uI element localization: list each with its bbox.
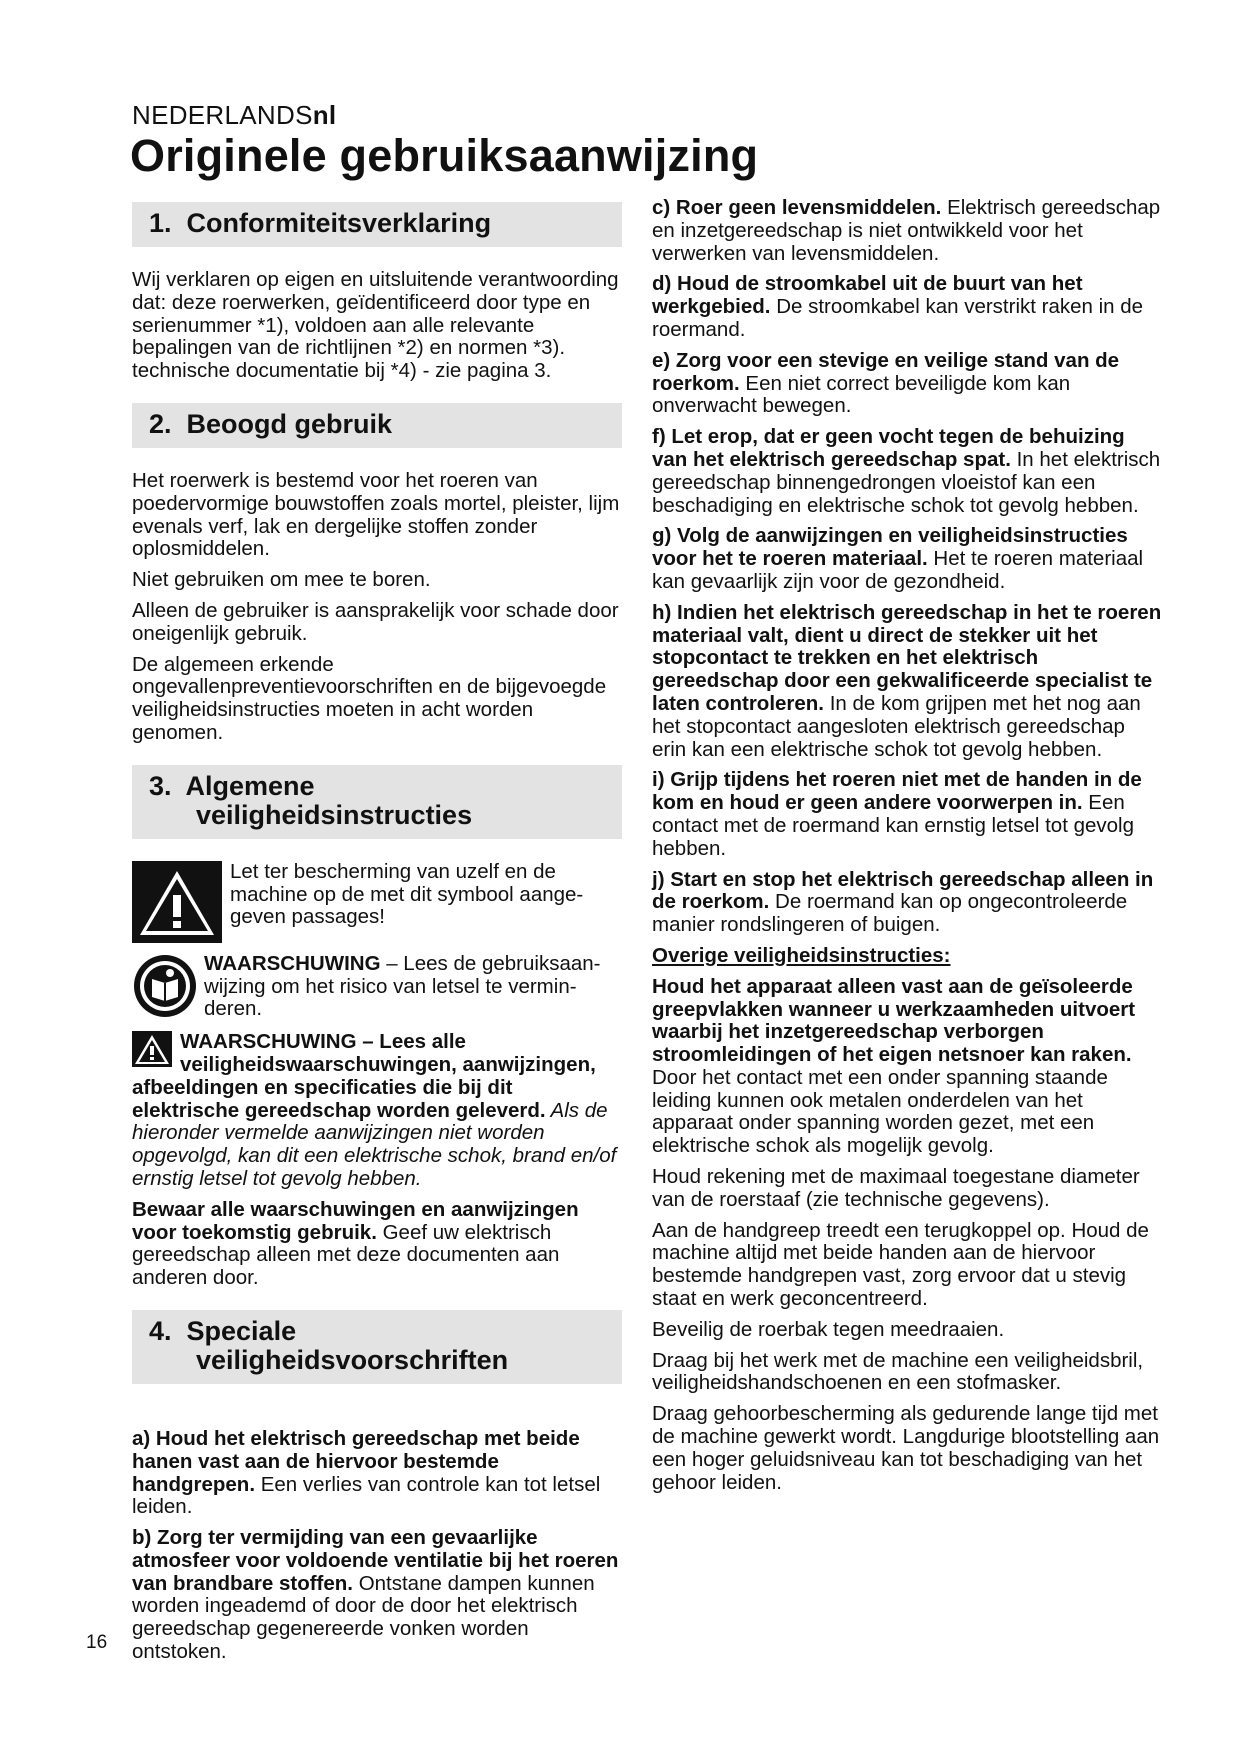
other-instructions-heading: Overige veiligheidsinstructies: (652, 943, 951, 967)
section-number: 4. (149, 1315, 172, 1346)
warning-symbol-text: Let ter bescherming van uzelf en de machine op de met dit symbool aange-geven passages! (230, 859, 584, 929)
section-title: Conformiteitsverklaring (186, 208, 492, 238)
section-1-heading (132, 202, 622, 247)
bold-text: j) Start en stop het elektrisch gereedschap alleen in de roerkom. (652, 867, 1154, 914)
section-title: Beoogd gebruik (186, 408, 393, 439)
warning-label: WAARSCHUWING (204, 951, 381, 975)
other-instruction-3: Aan de handgreep treedt een terugkoppel op. Houd de machine altijd met beide handen aan de hiervoor bestemde handgrepen vast, zorg ervoor dat u stevig staat en werk geconcentreerd. (652, 1218, 1149, 1311)
read-manual-icon (132, 953, 198, 1019)
section-2-heading (132, 403, 622, 448)
page-number: 16 (86, 1632, 108, 1653)
text: Door het contact met een onder spanning staande leiding kunnen ook metalen onderdelen van het apparaat onder spanning worden gezet, met een elektrische schok als mogelijk gevolg. (652, 1065, 1108, 1158)
text: Een contact met de roermand kan ernstig letsel tot gevolg hebben. (652, 791, 1135, 860)
section-4-heading (132, 1310, 622, 1384)
other-instruction-6: Draag gehoorbescherming als gedurende lange tijd met de machine gewerkt wordt. Langdurige blootstelling aan een hoger geluidsniveau kan tot beschadiging van het gehoor leiden. (652, 1402, 1160, 1494)
other-instruction-1 (652, 976, 1162, 1158)
section-3-heading (132, 765, 622, 839)
text: De stroomkabel kan verstrikt raken in de roermand. (652, 295, 1144, 341)
text: In het elektrisch gereedschap binnengedrongen vloeistof kan een beschadiging en elektrische schok tot gevolg hebben. (652, 447, 1161, 517)
warning-italic: Als de hieronder vermelde aanwijzingen niet worden opgevolgd, kan dit een elektrische schok, brand en/of ernstig letsel tot gevolg hebben. (132, 1098, 617, 1190)
text: Het te roeren materiaal kan gevaarlijk zijn voor de gezondheid. (652, 547, 1144, 593)
paragraph: Het roerwerk is bestemd voor het roeren van poedervormige bouwstoffen zoals mortel, pleister, lijm evenals verf, lak en dergelijke stoffen zonder oplosmiddelen. (132, 468, 620, 561)
instruction-i (652, 769, 1162, 860)
instruction-c (652, 197, 1162, 265)
warning-symbol-row (132, 861, 622, 943)
text: Ontstane dampen kunnen worden ingeademd of door de door het elektrisch gereedschap gegenereerde vonken worden ontstoken. (132, 1571, 595, 1664)
bold-text: b) Zorg ter vermijding van een gevaarlijke atmosfeer voor voldoende ventilatie bij het roeren van brandbare stoffen. (132, 1526, 619, 1595)
warning-triangle-small-icon (132, 1031, 172, 1067)
section-title-line2: veiligheidsvoorschriften (196, 1344, 509, 1375)
instruction-h (652, 602, 1162, 762)
warning-triangle-icon (132, 861, 222, 943)
bold-text: f) Let erop, dat er geen vocht tegen de behuizing van het elektrisch gereedschap spat. (652, 425, 1125, 471)
text: De roermand kan op ongecontroleerde manier rondslingeren of buigen. (652, 890, 1128, 937)
bold-text: Houd het apparaat alleen vast aan de geïsoleerde greepvlakken wanneer u werkzaamheden uitvoert waarbij het inzetgereedschap verborgen stroomleidingen of het eigen netsnoer kan raken. (652, 974, 1136, 1067)
bold-text: h) Indien het elektrisch gereedschap in het te roeren materiaal valt, dient u direct de stekker uit het stopcontact te trekken en het elektrisch gereedschap door een gekwalificeerde specialist te laten controleren. (652, 600, 1162, 715)
language-name: NEDERLANDS (132, 100, 313, 130)
text: Een verlies van controle kan tot letsel leiden. (132, 1472, 601, 1519)
section-number: 1. (149, 208, 172, 238)
bold-text: i) Grijp tijdens het roeren niet met de handen in de kom en houd er geen andere voorwerpen in. (652, 768, 1142, 815)
read-manual-row (132, 953, 622, 1021)
bold-text: e) Zorg voor een stevige en veilige stand van de roerkom. (652, 348, 1120, 395)
text: In de kom grijpen met het nog aan het stopcontact aangesloten elektrisch gereedschap erin kan een elektrische schok tot gevolg hebben. (652, 691, 1141, 761)
warning-text: – Lees de gebruiksaan-wijzing om het risico van letsel te vermin-deren. (204, 951, 601, 1021)
section-title: Algemene (185, 770, 315, 801)
left-column (132, 202, 622, 1672)
general-warning-paragraph (132, 1031, 622, 1191)
warning-bold: WAARSCHUWING – Lees alle veiligheidswaarschuwingen, aanwijzingen, afbeeldingen en specificaties die bij dit elektrische gereedschap worden geleverd. (132, 1030, 596, 1122)
paragraph: Alleen de gebruiker is aansprakelijk voor schade door oneigenlijk gebruik. (132, 598, 619, 645)
section-number: 3. (149, 770, 172, 801)
instruction-g (652, 525, 1162, 593)
bold-text: g) Volg de aanwijzingen en veiligheidsinstructies voor het te roeren materiaal. (652, 524, 1128, 571)
bold-text: c) Roer geen levensmiddelen. (652, 196, 942, 219)
other-instruction-2: Houd rekening met de maximaal toegestane diameter van de roerstaaf (zie technische gegevens). (652, 1165, 1140, 1211)
language-code: nl (312, 100, 337, 130)
section-title-line2: veiligheidsinstructies (196, 799, 473, 830)
instruction-d (652, 273, 1162, 341)
paragraph: Niet gebruiken om mee te boren. (132, 568, 431, 592)
paragraph: Wij verklaren op eigen en uitsluitende verantwoording dat: deze roerwerken, geïdentificeerd door type en serienummer *1), voldoen aan alle relevante bepalingen van de richtlijnen *2) en normen *3). technische documentatie bij *4) - zie pagina 3. (132, 268, 619, 383)
other-instruction-5: Draag bij het werk met de machine een veiligheidsbril, veiligheidshandschoenen en een stofmasker. (652, 1348, 1144, 1395)
language-label (132, 100, 336, 131)
text: Elektrisch gereedschap en inzetgereedschap is niet ontwikkeld voor het verwerken van levensmiddelen. (652, 196, 1161, 265)
instruction-b (132, 1527, 622, 1664)
bold-text: a) Houd het elektrisch gereedschap met beide hanen vast aan de hiervoor bestemde handgrepen. (132, 1426, 580, 1496)
section-number: 2. (149, 408, 172, 439)
paragraph: De algemeen erkende ongevallenpreventievoorschriften en de bijgevoegde veiligheidsinstructies moeten in acht worden genomen. (132, 652, 607, 744)
instruction-f (652, 426, 1162, 517)
instruction-e (652, 350, 1162, 418)
read-manual-text (204, 953, 622, 1021)
paragraph (132, 1199, 622, 1290)
text: Een niet correct beveiligde kom kan onverwacht bewegen. (652, 371, 1071, 418)
text: Geef uw elektrisch gereedschap alleen met deze documenten aan anderen door. (132, 1220, 560, 1290)
section-title: Speciale (186, 1315, 297, 1346)
instruction-a (132, 1428, 622, 1519)
instruction-j (652, 869, 1162, 937)
bold-text: Bewaar alle waarschuwingen en aanwijzingen voor toekomstig gebruik. (132, 1197, 579, 1244)
other-instruction-4: Beveilig de roerbak tegen meedraaien. (652, 1317, 1005, 1341)
bold-text: d) Houd de stroomkabel uit de buurt van het werkgebied. (652, 272, 1083, 319)
page-title: Originele gebruiksaanwijzing (130, 130, 759, 181)
right-column (652, 197, 1162, 1502)
